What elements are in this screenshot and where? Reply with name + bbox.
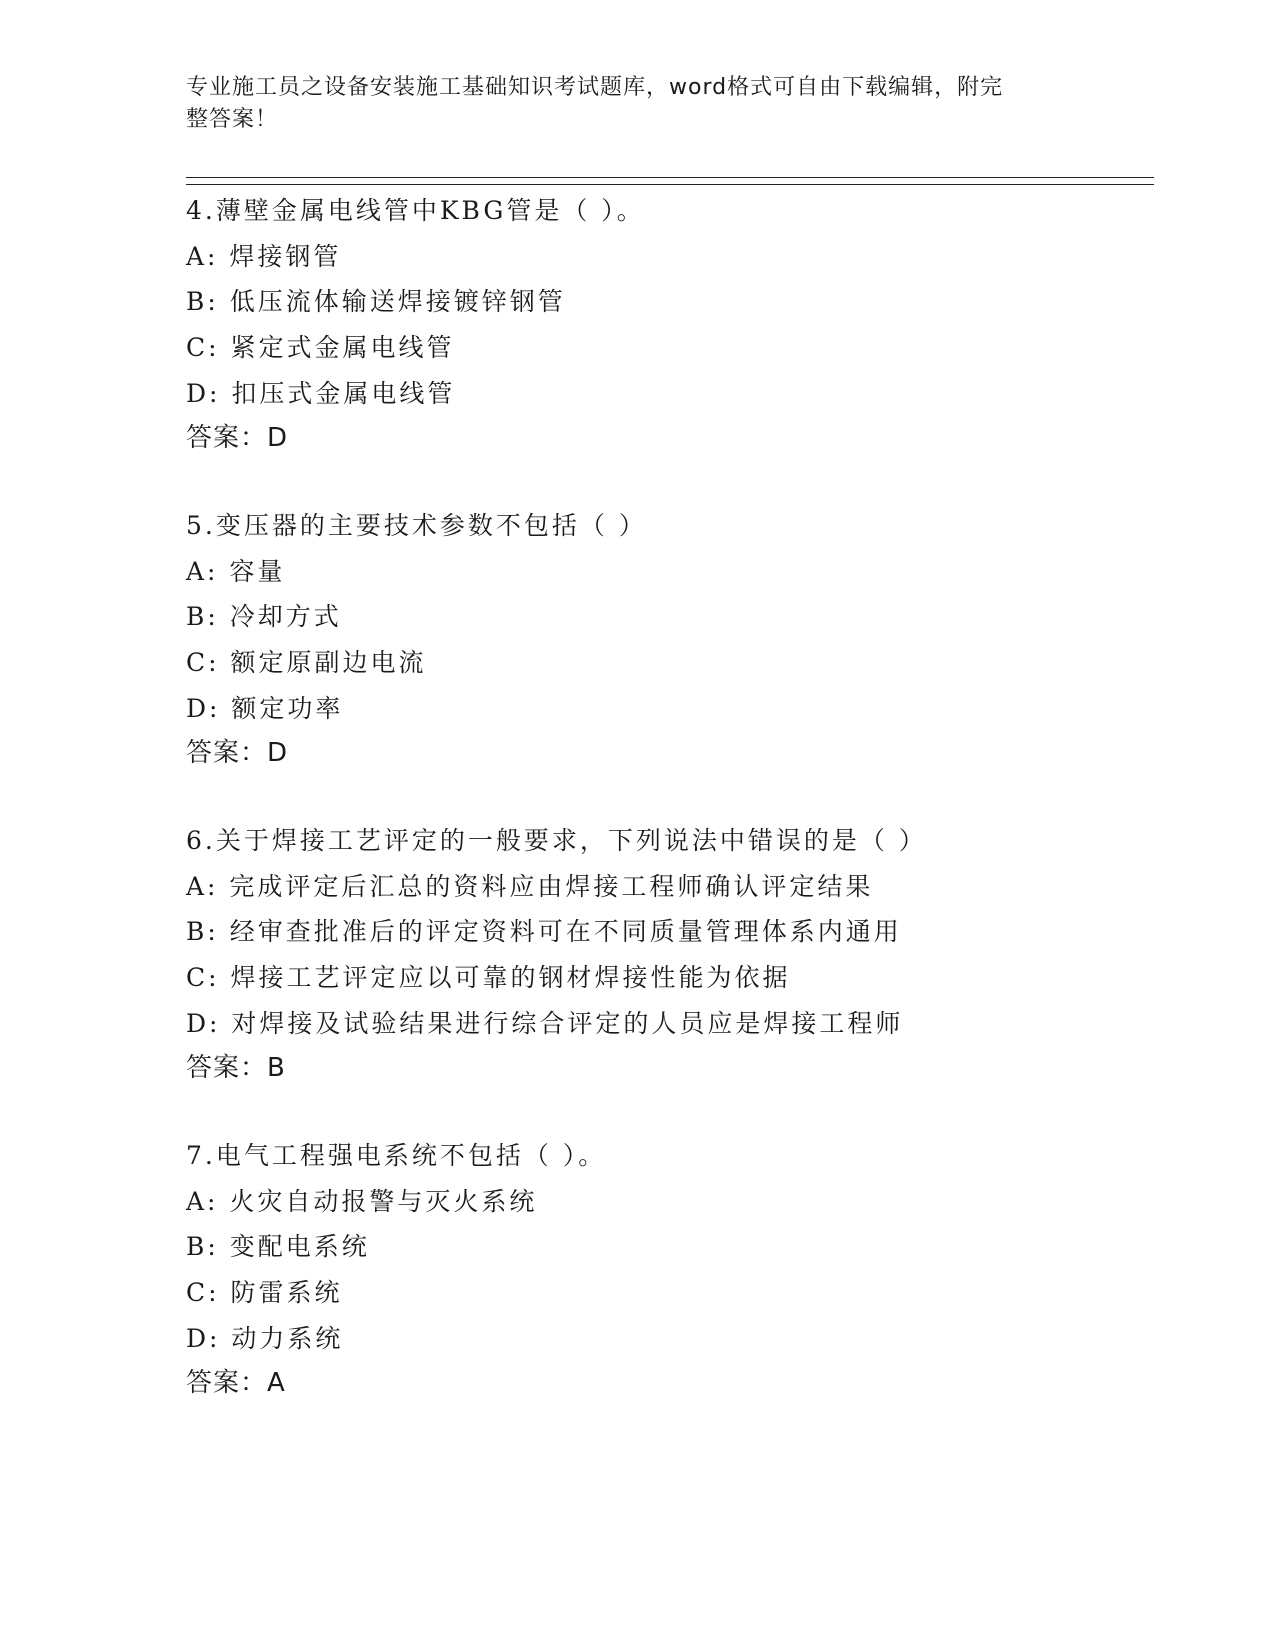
option-c: C: 紧定式金属电线管 [186,333,455,363]
option-d: D: 对焊接及试验结果进行综合评定的人员应是焊接工程师 [186,1008,904,1038]
option-a: A: 容量 [186,556,286,586]
question-stem: 7.电气工程强电系统不包括（ ）。 [186,1141,607,1170]
question-stem: 6.关于焊接工艺评定的一般要求，下列说法中错误的是（ ） [186,826,927,855]
question-block-4 [186,188,1186,462]
question-block-6 [186,818,1186,1092]
question-stem: 4.薄壁金属电线管中KBG管是（ ）。 [186,196,645,225]
answer-text: 答案：D [186,423,289,454]
answer-text: 答案：A [186,1368,286,1399]
header-line-1: 专业施工员之设备安装施工基础知识考试题库，word格式可自由下载编辑，附完 [186,75,1004,100]
option-b: B: 经审查批准后的评定资料可在不同质量管理体系内通用 [186,917,902,947]
document-header [186,72,1086,136]
option-d: D: 额定功率 [186,693,344,723]
answer-text: 答案：D [186,738,289,769]
option-b: B: 低压流体输送焊接镀锌钢管 [186,287,566,317]
header-line-2: 整答案！ [186,107,279,132]
option-b: B: 变配电系统 [186,1232,370,1262]
option-b: B: 冷却方式 [186,602,342,632]
option-a: A: 焊接钢管 [186,241,342,271]
option-a: A: 火灾自动报警与灭火系统 [186,1186,538,1216]
header-divider [186,177,1154,185]
option-a: A: 完成评定后汇总的资料应由焊接工程师确认评定结果 [186,871,874,901]
question-block-7 [186,1133,1186,1407]
option-c: C: 焊接工艺评定应以可靠的钢材焊接性能为依据 [186,963,791,993]
question-stem: 5.变压器的主要技术参数不包括（ ） [186,511,647,540]
option-d: D: 动力系统 [186,1323,344,1353]
option-c: C: 防雷系统 [186,1278,343,1308]
question-block-5 [186,503,1186,777]
option-c: C: 额定原副边电流 [186,648,427,678]
option-d: D: 扣压式金属电线管 [186,378,456,408]
answer-text: 答案：B [186,1053,286,1084]
